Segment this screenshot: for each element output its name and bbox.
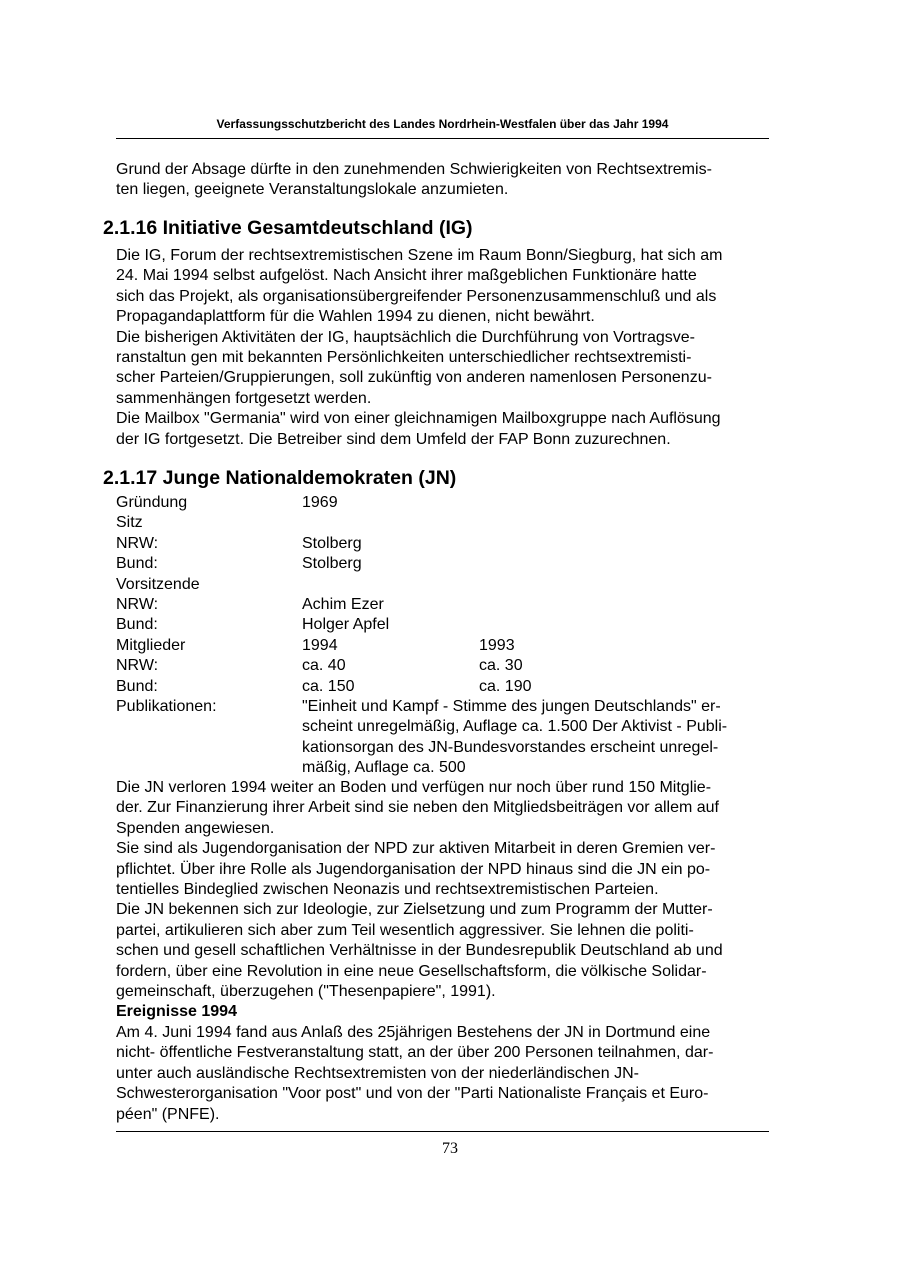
fact-value: Achim Ezer: [302, 595, 384, 613]
fact-label: Bund:: [116, 555, 158, 573]
running-header: Verfassungsschutzbericht des Landes Nordrhein-Westfalen über das Jahr 1994: [216, 117, 669, 131]
fact-row: [116, 534, 786, 554]
intro-text: Grund der Absage dürfte in den zunehmenden Schwierigkeiten von Rechtsextremis- ten liegen, geeignete Veranstaltungslokale anzumieten.: [116, 161, 712, 199]
fact-value: 1994: [302, 636, 338, 654]
events-subheading: Ereignisse 1994: [116, 1003, 237, 1021]
footer-rule: [116, 1131, 769, 1132]
page-number: 73: [442, 1140, 458, 1157]
publications-row: [116, 697, 786, 779]
section-heading-ig: 2.1.16 Initiative Gesamtdeutschland (IG): [103, 217, 473, 239]
fact-value: ca. 150: [302, 677, 355, 695]
fact-value: Stolberg: [302, 534, 362, 552]
fact-row: [116, 575, 786, 595]
events-paragraph: Am 4. Juni 1994 fand aus Anlaß des 25jährigen Bestehens der JN in Dortmund eine nicht- öffentliche Festveranstaltung statt, an der über 200 Personen teilnahmen, dar- unter auch ausländische Rechtsextremisten von der niederländischen JN- Schwesterorganisation "Voor post" und von der "Parti Nationaliste Français et Euro- péen" (PNFE).: [116, 1023, 714, 1123]
fact-label: Bund:: [116, 677, 158, 695]
fact-label: Bund:: [116, 616, 158, 634]
fact-label: Mitglieder: [116, 636, 186, 654]
ig-paragraph-1: Die IG, Forum der rechtsextremistischen Szene im Raum Bonn/Siegburg, hat sich am 24. Mai 1994 selbst aufgelöst. Nach Ansicht ihrer maßgeblichen Funktionäre hatte sich das Projekt, als organisationsübergreifender Personenzusammenschluß und als Propagandaplattform für die Wahlen 1994 zu dienen, nicht bewährt.: [116, 247, 723, 326]
fact-value-previous: ca. 30: [479, 657, 523, 675]
fact-value-previous: 1993: [479, 636, 515, 654]
ig-paragraph-3: Die Mailbox "Germania" wird von einer gleichnamigen Mailboxgruppe nach Auflösung der IG fortgesetzt. Die Betreiber sind dem Umfeld der FAP Bonn zuzurechnen.: [116, 410, 721, 448]
jn-facts-table: [116, 493, 786, 779]
section-heading-jn: 2.1.17 Junge Nationaldemokraten (JN): [103, 467, 457, 489]
fact-row: [116, 595, 786, 615]
fact-row: [116, 677, 786, 697]
fact-value: ca. 40: [302, 657, 346, 675]
jn-paragraph-3: Die JN bekennen sich zur Ideologie, zur Zielsetzung und zum Programm der Mutter- partei, artikulieren sich aber zum Teil wesentlich aggressiver. Sie lehnen die politi- schen und gesell schaftlichen Verhältnisse in der Bundesrepublik Deutschland ab und fordern, über eine Revolution in eine neue Gesellschaftsform, die völkische Solidar- gemeinschaft, überzugehen ("Thesenpapiere", 1991).: [116, 901, 723, 1001]
ig-paragraph-2: Die bisherigen Aktivitäten der IG, hauptsächlich die Durchführung von Vortragsve- ranstaltun gen mit bekannten Persönlichkeiten unterschiedlicher rechtsextremisti- scher Parteien/Gruppierungen, soll zukünftig von anderen namenlosen Personenzu- sammenhängen fortgesetzt werden.: [116, 328, 712, 407]
fact-row: [116, 493, 786, 513]
section-body-jn: [116, 778, 788, 1125]
section-body-ig: [116, 246, 788, 450]
fact-value: Stolberg: [302, 555, 362, 573]
fact-label: NRW:: [116, 657, 159, 675]
fact-row: [116, 615, 786, 635]
fact-row: [116, 554, 786, 574]
intro-paragraph: [116, 160, 788, 201]
fact-label: NRW:: [116, 595, 159, 613]
fact-value: Holger Apfel: [302, 616, 390, 634]
jn-paragraph-1: Die JN verloren 1994 weiter an Boden und verfügen nur noch über rund 150 Mitglie- der. Zur Finanzierung ihrer Arbeit sind sie neben den Mitgliedsbeiträgen vor allem auf Spenden angewiesen.: [116, 779, 719, 837]
fact-label: NRW:: [116, 534, 159, 552]
fact-label: Gründung: [116, 494, 188, 511]
publications-text: "Einheit und Kampf - Stimme des jungen Deutschlands" er- scheint unregelmäßig, Auflage ca. 1.500 Der Aktivist - Publi- kationsorgan des JN-Bundesvorstandes erscheint unregel- mäßig, Auflage ca. 500: [302, 697, 728, 777]
publications-label: Publikationen:: [116, 697, 217, 715]
fact-row: [116, 656, 786, 676]
fact-label: Vorsitzende: [116, 575, 200, 593]
fact-value-previous: ca. 190: [479, 677, 532, 695]
header-rule: [116, 138, 769, 139]
fact-row: [116, 513, 786, 533]
jn-paragraph-2: Sie sind als Jugendorganisation der NPD zur aktiven Mitarbeit in deren Gremien ver- pflichtet. Über ihre Rolle als Jugendorganisation der NPD hinaus sind die JN ein po- tentielles Bindeglied zwischen Neonazis und rechtsextremistischen Parteien.: [116, 840, 716, 899]
fact-label: Sitz: [116, 514, 143, 532]
fact-row: [116, 636, 786, 656]
fact-value: 1969: [302, 494, 338, 511]
